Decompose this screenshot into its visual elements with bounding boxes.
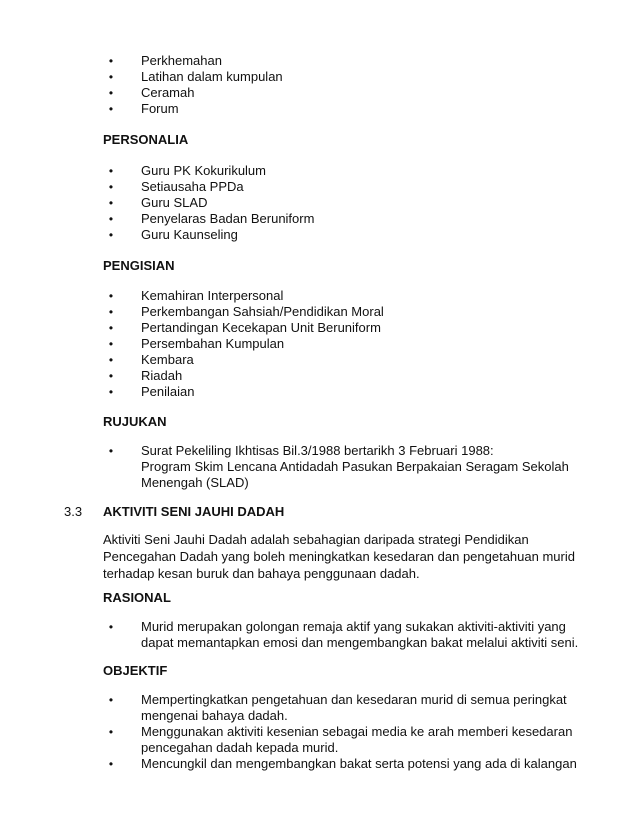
bullet-icon: •: [108, 620, 114, 634]
bullet-icon: •: [108, 289, 114, 303]
bullet-icon: •: [108, 102, 114, 116]
bullet-icon: •: [108, 757, 114, 771]
section-number: 3.3: [64, 504, 83, 519]
bullet-icon: •: [108, 54, 114, 68]
bullet-icon: •: [108, 385, 114, 399]
bullet-icon: •: [108, 212, 114, 226]
bullet-icon: •: [108, 321, 114, 335]
bullet-icon: •: [108, 369, 114, 383]
bullet-icon: •: [108, 353, 114, 367]
section-title: AKTIVITI SENI JAUHI DADAH: [103, 504, 285, 519]
rasional-heading: RASIONAL: [103, 590, 171, 605]
bullet-icon: •: [108, 337, 114, 351]
bullet-icon: •: [108, 228, 114, 242]
bullet-icon: •: [108, 70, 114, 84]
personalia-heading: PERSONALIA: [103, 132, 189, 147]
pengisian-heading: PENGISIAN: [103, 258, 175, 273]
bullet-icon: •: [108, 196, 114, 210]
bullet-icon: •: [108, 180, 114, 194]
bullet-icon: •: [108, 305, 114, 319]
section-paragraph: Aktiviti Seni Jauhi Dadah adalah sebahagian daripada strategi Pendidikan Pencegahan Dadah yang boleh meningkatkan kesedaran dan pengetahuan murid terhadap kesan buruk dan bahaya penggunaan dadah.: [103, 532, 575, 581]
bullet-icon: •: [108, 725, 114, 739]
bullet-icon: •: [108, 86, 114, 100]
bullet-icon: •: [108, 164, 114, 178]
document-page: 3.3 • Perkhemahan • Latihan dalam kumpulan • Ceramah • Forum PERSONALIA • Guru PK Kokurikulum • Setiausaha PPDa • Guru SLAD • Penyelaras Badan Beruniform • Guru Kaunseling PENGISIAN • Kemahiran Interpersonal • Perkembangan Sahsiah/Pendidikan Moral • Pertandingan Kecekapan Unit Beruniform • Persembahan Kumpulan • Kembara • Riadah • Penilaian RUJUKAN • Surat Pekeliling Ikhtisas Bil.3/1988 bertarikh 3 Februari 1988: Program Skim Lencana Antidadah Pasukan Berpakaian Seragam Sekolah Menengah (SLAD) AKTIVITI SENI JAUHI DADAH Aktiviti Seni Jauhi Dadah adalah sebahagian daripada strategi Pendidikan Pencegahan Dadah yang boleh meningkatkan kesedaran dan pengetahuan murid terhadap kesan buruk dan bahaya penggunaan dadah. RASIONAL • Murid merupakan golongan remaja aktif yang sukakan aktiviti-aktiviti yang dapat memantapkan emosi dan mengembangkan bakat melalui aktiviti seni. OBJEKTIF • Mempertingkatkan pengetahuan dan kesedaran murid di semua peringkat mengenai bahaya dadah. • Menggunakan aktiviti kesenian sebagai media ke arah memberi kesedaran pencegahan dadah kepada murid. • Mencungkil dan mengembangkan bakat serta potensi yang ada di kalangan: [64, 53, 579, 771]
bullet-icon: •: [108, 693, 114, 707]
bullet-icon: •: [108, 444, 114, 458]
objektif-heading: OBJEKTIF: [103, 663, 168, 678]
rujukan-heading: RUJUKAN: [103, 414, 167, 429]
